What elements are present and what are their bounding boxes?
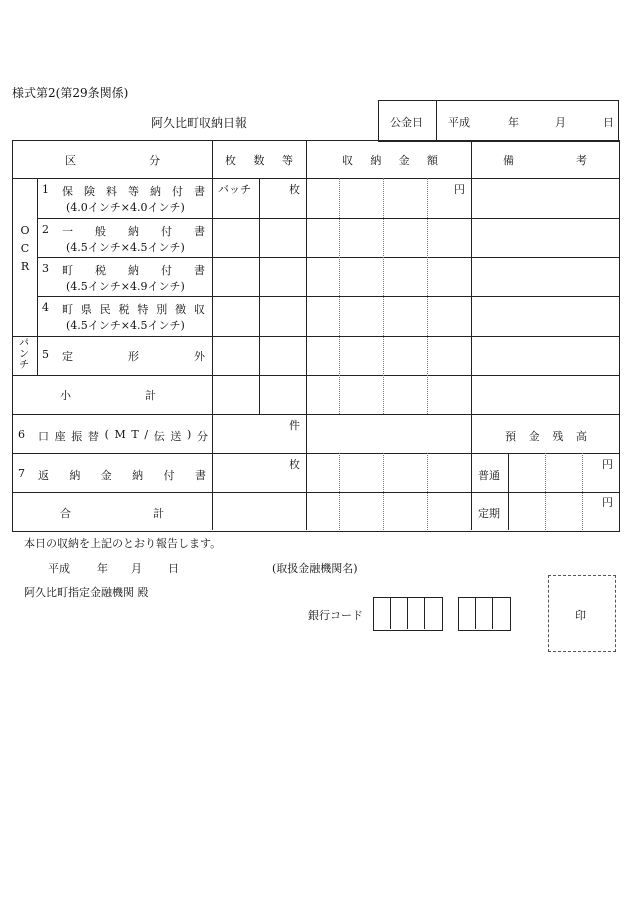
balance-ordinary: 普通	[478, 469, 500, 482]
bank-code-boxes-a[interactable]	[373, 597, 443, 631]
sheets-unit: 枚	[289, 183, 300, 196]
row-size: (4.5インチ×4.9インチ)	[66, 280, 185, 293]
bank-code-boxes-b[interactable]	[458, 597, 511, 631]
addressee: 阿久比町指定金融機関 殿	[24, 586, 149, 599]
header-amount: 収 納 金 額	[342, 154, 438, 167]
date-era: 平成	[448, 116, 470, 129]
ordinary-yen: 円	[602, 458, 613, 471]
row-no: 3	[42, 262, 49, 275]
row7-no: 7	[18, 467, 25, 480]
row-name: 町 県 民 税 特 別 徴 収	[62, 303, 205, 316]
report-day: 日	[168, 562, 179, 575]
date-year: 年	[508, 116, 519, 129]
date-month: 月	[555, 116, 566, 129]
row-no: 2	[42, 223, 49, 236]
seal-label: 印	[575, 609, 586, 622]
row-name: 町 税 納 付 書	[62, 264, 205, 277]
balance-label: 預 金 残 高	[505, 430, 587, 443]
punch-label: パ ン チ	[19, 338, 29, 371]
report-era: 平成	[48, 562, 70, 575]
subtotal-label: 小 計	[60, 389, 156, 402]
row-no: 1	[42, 183, 49, 196]
bank-name-label: (取扱金融機関名)	[272, 562, 358, 575]
total-label: 合 計	[60, 507, 164, 520]
row-no: 4	[42, 301, 49, 314]
bank-code-label: 銀行コード	[308, 609, 363, 622]
date-day: 日	[603, 116, 614, 129]
header-category: 区 分	[65, 154, 160, 167]
row6-name: 口 座 振 替 ( M T / 伝 送 ) 分	[38, 428, 208, 443]
row-size: (4.5インチ×4.5インチ)	[66, 241, 185, 254]
balance-fixed: 定期	[478, 507, 500, 520]
row7-unit: 枚	[289, 458, 300, 471]
batch-unit: バッチ	[218, 183, 251, 196]
report-text: 本日の収納を上記のとおり報告します。	[24, 537, 222, 550]
header-remarks: 備 考	[503, 154, 587, 167]
row7-name: 返 納 金 納 付 書	[38, 469, 206, 482]
row6-no: 6	[18, 428, 25, 441]
report-month: 月	[131, 562, 142, 575]
report-title: 阿久比町収納日報	[151, 116, 248, 130]
report-year: 年	[97, 562, 108, 575]
date-label: 公金日	[390, 116, 423, 129]
row-size: (4.5インチ×4.5インチ)	[66, 319, 185, 332]
row5-name: 定 形 外	[62, 350, 205, 363]
row-size: (4.0インチ×4.0インチ)	[66, 201, 185, 214]
row5-no: 5	[42, 348, 49, 361]
header-count: 枚 数 等	[225, 154, 293, 167]
yen-unit: 円	[454, 183, 465, 196]
ocr-label: O C R	[20, 224, 30, 274]
row-name: 一 般 納 付 書	[62, 225, 205, 238]
form-label: 様式第2(第29条関係)	[12, 86, 129, 100]
row-name: 保 険 料 等 納 付 書	[62, 185, 205, 198]
fixed-yen: 円	[602, 496, 613, 509]
row6-unit: 件	[289, 419, 300, 432]
